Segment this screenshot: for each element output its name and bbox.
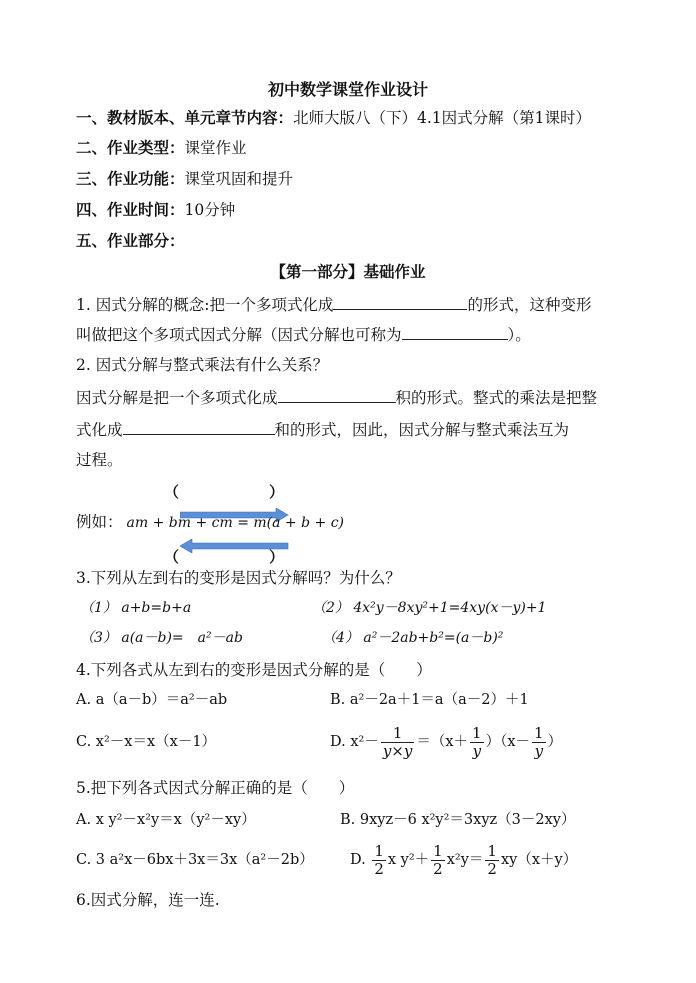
example-paren-top: （ ） [164,483,285,501]
section-type [76,138,247,158]
q1-text-c: 叫做把这个多项式因式分解（因式分解也可称为 [76,326,402,344]
q4-d-frac-2-num: 1 [472,723,482,742]
q4-title: 4.下列各式从左到右的变形是因式分解的是（ ） [76,661,432,679]
section-homework: 五、作业部分： [76,231,185,250]
q5-d-frac-3-num: 1 [487,841,497,860]
q5-d-term-3: xy（x＋y） [500,852,578,868]
q4-d-frac-3-num: 1 [534,723,544,742]
q1-blank-1[interactable] [333,294,467,310]
q5-option-b: B. 9xyz－6 x²y²＝3xyz（3－2xy） [340,812,576,828]
q5-d-pre: D. [350,852,366,868]
q1-text-b: 的形式，这种变形 [467,296,592,314]
q2-title: 2. 因式分解与整式乘法有什么关系？ [76,356,329,374]
q4-d-frac-1-num: 1 [381,725,415,743]
section-time-value: 10分钟 [184,201,236,219]
q5-d-term-2: x²y＝ [446,852,484,868]
q2-blank-1[interactable] [278,387,396,403]
q5-d-frac-1-num: 1 [374,841,384,860]
q4-d-end: ） [547,734,563,750]
q5-d-frac-1 [372,843,386,878]
section-type-value: 课堂作业 [184,139,247,157]
q3-item-2: （2） 4x²y－8xy²+1=4xy(x－y)+1 [312,600,547,616]
part1-title: 【第一部分】基础作业 [270,262,426,281]
q5-option-a: A. x y²－x²y＝x（y²－xy） [76,812,256,828]
q4-d-frac-2-den: y [472,741,482,760]
q2-text-2b: 和的形式，因此，因式分解与整式乘法互为 [274,421,570,439]
q3-item-3: （3） a(a－b)= a²－ab [80,630,243,646]
q1-line2 [76,324,531,345]
q5-d-frac-3-den: 2 [487,859,497,878]
q2-text-2a: 式化成 [76,421,123,439]
q4-option-d [330,718,562,766]
q1-line1 [76,294,591,315]
q1-text-a: 1. 因式分解的概念:把一个多项式化成 [76,296,334,314]
q4-d-pre: D. x²－ [330,734,379,750]
q5-d-frac-1-den: 2 [374,859,384,878]
q4-d-mid-2: ）（x－ [485,734,531,750]
section-function-label: 三、作业功能： [76,169,185,188]
example-paren-bottom: （ ） [164,548,285,566]
q5-option-c: C. 3 a²x－6bx＋3x＝3x（a²－2b） [76,852,314,868]
section-type-label: 二、作业类型： [76,138,185,157]
example-formula: am + bm + cm = m(a + b + c) [126,515,344,531]
example-line [76,512,344,533]
section-textbook-label: 一、教材版本、单元章节内容： [76,108,294,127]
q3-item-4: （4） a²－2ab+b²=(a－b)² [322,630,504,646]
section-function [76,169,293,189]
q5-d-frac-3 [485,843,499,878]
q2-line1 [76,387,597,408]
section-textbook-value: 北师大版八（下）4.1因式分解（第1课时） [293,109,592,127]
section-time [76,200,235,220]
q5-d-term-1: x y²＋ [387,852,430,868]
q6-title: 6.因式分解，连一连. [76,891,220,909]
q5-d-frac-2-den: 2 [433,859,443,878]
q4-option-c: C. x²－x＝x（x－1） [76,734,217,750]
example-label: 例如： [76,513,123,531]
section-time-label: 四、作业时间： [76,200,185,219]
q2-text-1a: 因式分解是把一个多项式化成 [76,389,278,407]
q4-option-b: B. a²－2a＋1＝a（a－2）＋1 [330,692,529,708]
q4-d-frac-2 [470,725,484,760]
q1-blank-2[interactable] [402,324,508,340]
q3-title: 3.下列从左到右的变形是因式分解吗？为什么？ [76,569,401,587]
q5-d-frac-2 [431,843,445,878]
q4-d-frac-3 [532,725,546,760]
q4-d-mid-1: ＝（x＋ [416,734,469,750]
q2-line3: 过程。 [76,451,123,469]
q4-d-frac-3-den: y [534,741,544,760]
q5-title: 5.把下列各式因式分解正确的是（ ） [76,779,355,797]
q1-text-d: ）。 [507,326,531,344]
q2-text-1b: 积的形式。整式的乘法是把整 [395,389,598,407]
q5-option-d [350,836,577,884]
section-textbook [76,108,591,128]
q2-blank-2[interactable] [123,419,275,435]
q3-item-1: （1） a+b=b+a [80,600,192,616]
q4-option-a: A. a（a－b）＝a²－ab [76,692,228,708]
page-title: 初中数学课堂作业设计 [267,80,428,99]
q4-d-frac-1-den: y×y [382,741,413,760]
q2-line2 [76,419,569,440]
q4-d-frac-1 [381,725,415,760]
section-function-value: 课堂巩固和提升 [184,170,294,188]
q5-d-frac-2-num: 1 [433,841,443,860]
